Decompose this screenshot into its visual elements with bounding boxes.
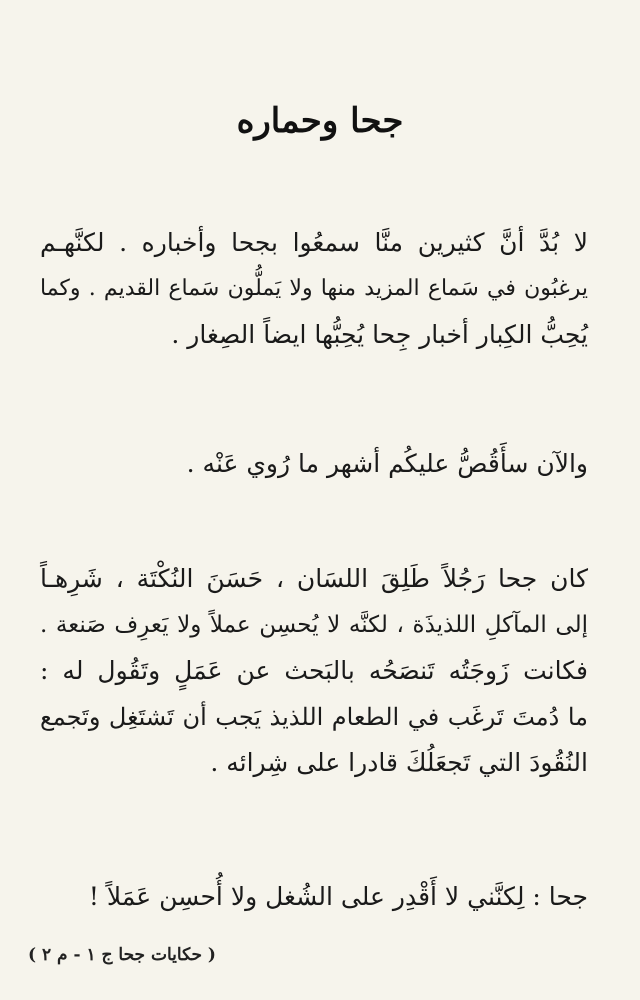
- text-line: والآن سأَقُصُّ عليكُم أشهر ما رُوي عَنْه .: [186, 449, 588, 478]
- text-line: كان جحا رَجُلاً طَلِقَ اللسَان ، حَسَنَ النُكْتَة ، شَرِهـاً: [40, 564, 588, 593]
- page-title: جحا وحماره: [236, 101, 404, 141]
- paragraph-announcement: [40, 441, 588, 487]
- text-line: النُقُودَ التي تَجعَلُكَ قادرا على شِرائه .: [210, 748, 588, 777]
- text-line: ما دُمتَ تَرغَب في الطعام اللذيذ يَجب أن تَشتَغِل وتَجمع: [40, 703, 588, 731]
- paragraph-dialogue: [40, 874, 588, 920]
- text-line: جحا : لِكنَّني لا أَقْدِر على الشُغل ولا أُحسِن عَمَلاً !: [88, 882, 588, 911]
- text-line: فكانت زَوجَتُه تَنصَحُه بالبَحث عن عَمَلٍ وتَقُول له :: [40, 656, 588, 685]
- text-line: يرغبُون في سَماع المزيد منها ولا يَملُّون سَماع القديم . وكما: [40, 276, 588, 301]
- page-footer: ( حكايات جحا ج ١ - م ٢ ): [28, 945, 216, 965]
- text-line: يُحِبُّ الكِبار أخبار جِحا يُحِبُّها ايضاً الصِغار .: [171, 320, 588, 349]
- text-line: إلى المآكلِ اللذيذَة ، لكنَّه لا يُحسِن عملاً ولا يَعرِف صَنعة .: [40, 612, 588, 638]
- text-line: لا بُدَّ أنَّ كثيرين منَّا سمعُوا بجحا وأخباره . لكنَّهـم: [40, 228, 588, 257]
- paragraph-story: [40, 556, 588, 786]
- paragraph-intro: [40, 220, 588, 358]
